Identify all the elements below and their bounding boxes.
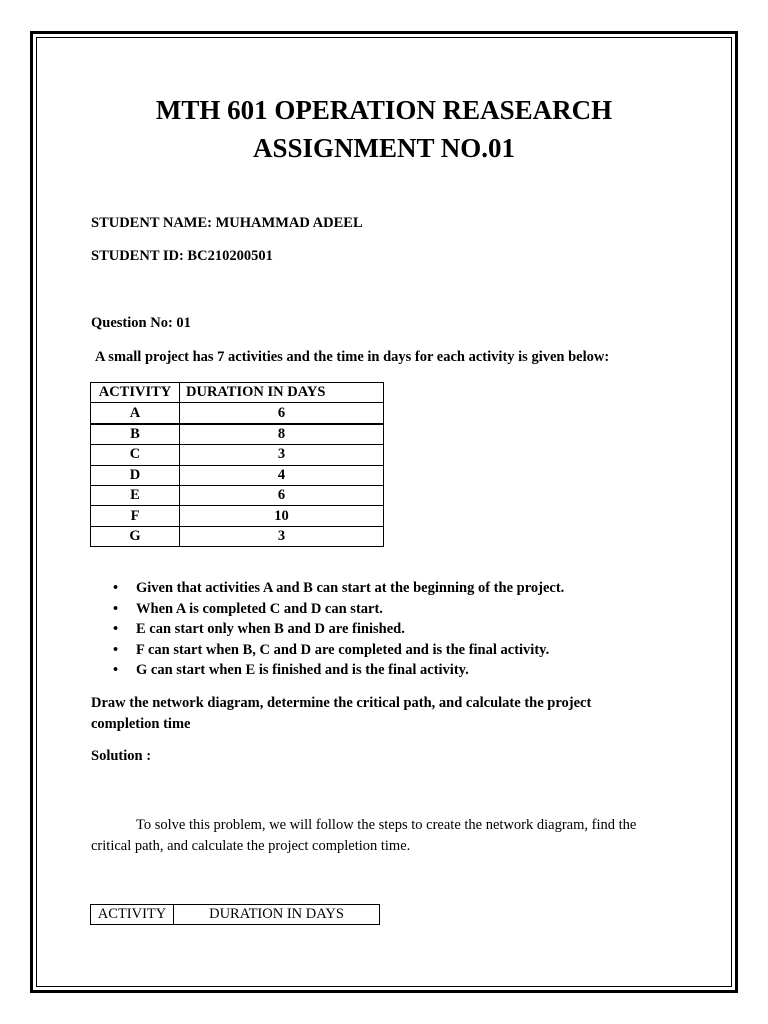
task-statement: Draw the network diagram, determine the critical path, and calculate the project completion time	[91, 695, 592, 732]
bullet-icon: •	[113, 580, 119, 596]
list-item	[91, 599, 564, 620]
bullet-icon: •	[113, 600, 119, 617]
table-header-row	[91, 383, 384, 403]
list-item-text: E can start only when B and D are finished.	[136, 621, 405, 638]
bullet-icon: •	[113, 641, 119, 658]
table-row	[91, 403, 384, 424]
bullet-icon: •	[113, 662, 119, 679]
table-row	[91, 445, 384, 465]
table-cell-duration: 10	[180, 506, 384, 526]
table-cell-duration: 4	[180, 465, 384, 485]
table-header-cell: ACTIVITY	[91, 905, 174, 925]
table-cell-activity: A	[91, 403, 180, 424]
question-intro: A small project has 7 activities and the time in days for each activity is given below:	[95, 349, 610, 365]
table-header-row	[91, 905, 380, 925]
question-number: Question No: 01	[91, 315, 191, 331]
bullet-icon: •	[113, 621, 119, 638]
solution-label: Solution :	[91, 748, 152, 764]
activity-table	[90, 382, 384, 547]
table-cell-duration: 6	[180, 403, 384, 424]
list-item-text: When A is completed C and D can start.	[136, 600, 383, 617]
table-row	[91, 526, 384, 546]
table-cell-duration: 6	[180, 485, 384, 505]
table-cell-duration: 3	[180, 526, 384, 546]
list-item-text: Given that activities A and B can start at the beginning of the project.	[136, 580, 565, 596]
table-row	[91, 465, 384, 485]
list-item	[91, 578, 564, 599]
student-id: STUDENT ID: BC210200501	[91, 248, 273, 264]
table-cell-duration: 8	[180, 424, 384, 445]
table-cell-activity: D	[91, 465, 180, 485]
table-header-cell: ACTIVITY	[91, 383, 180, 403]
table-row	[91, 506, 384, 526]
list-item	[91, 640, 564, 661]
list-item-text: F can start when B, C and D are completed and is the final activity.	[136, 641, 550, 658]
table-cell-activity: G	[91, 526, 180, 546]
table-cell-activity: C	[91, 445, 180, 465]
solution-table	[90, 904, 380, 925]
condition-list	[91, 578, 564, 681]
list-item	[91, 660, 564, 681]
document-title-line1: MTH 601 OPERATION REASEARCH	[155, 95, 613, 125]
list-item	[91, 619, 564, 640]
table-cell-activity: F	[91, 506, 180, 526]
table-header-cell: DURATION IN DAYS	[174, 905, 380, 925]
table-cell-duration: 3	[180, 445, 384, 465]
solution-paragraph: To solve this problem, we will follow the steps to create the network diagram, find the critical path, and calculate the project completion time.	[91, 817, 637, 854]
table-header-cell: DURATION IN DAYS	[180, 383, 384, 403]
table-cell-activity: E	[91, 485, 180, 505]
document-title-line2: ASSIGNMENT NO.01	[252, 133, 516, 163]
table-cell-activity: B	[91, 424, 180, 445]
table-row	[91, 485, 384, 505]
table-row	[91, 424, 384, 445]
list-item-text: G can start when E is finished and is the final activity.	[136, 662, 469, 679]
student-name: STUDENT NAME: MUHAMMAD ADEEL	[91, 215, 363, 231]
